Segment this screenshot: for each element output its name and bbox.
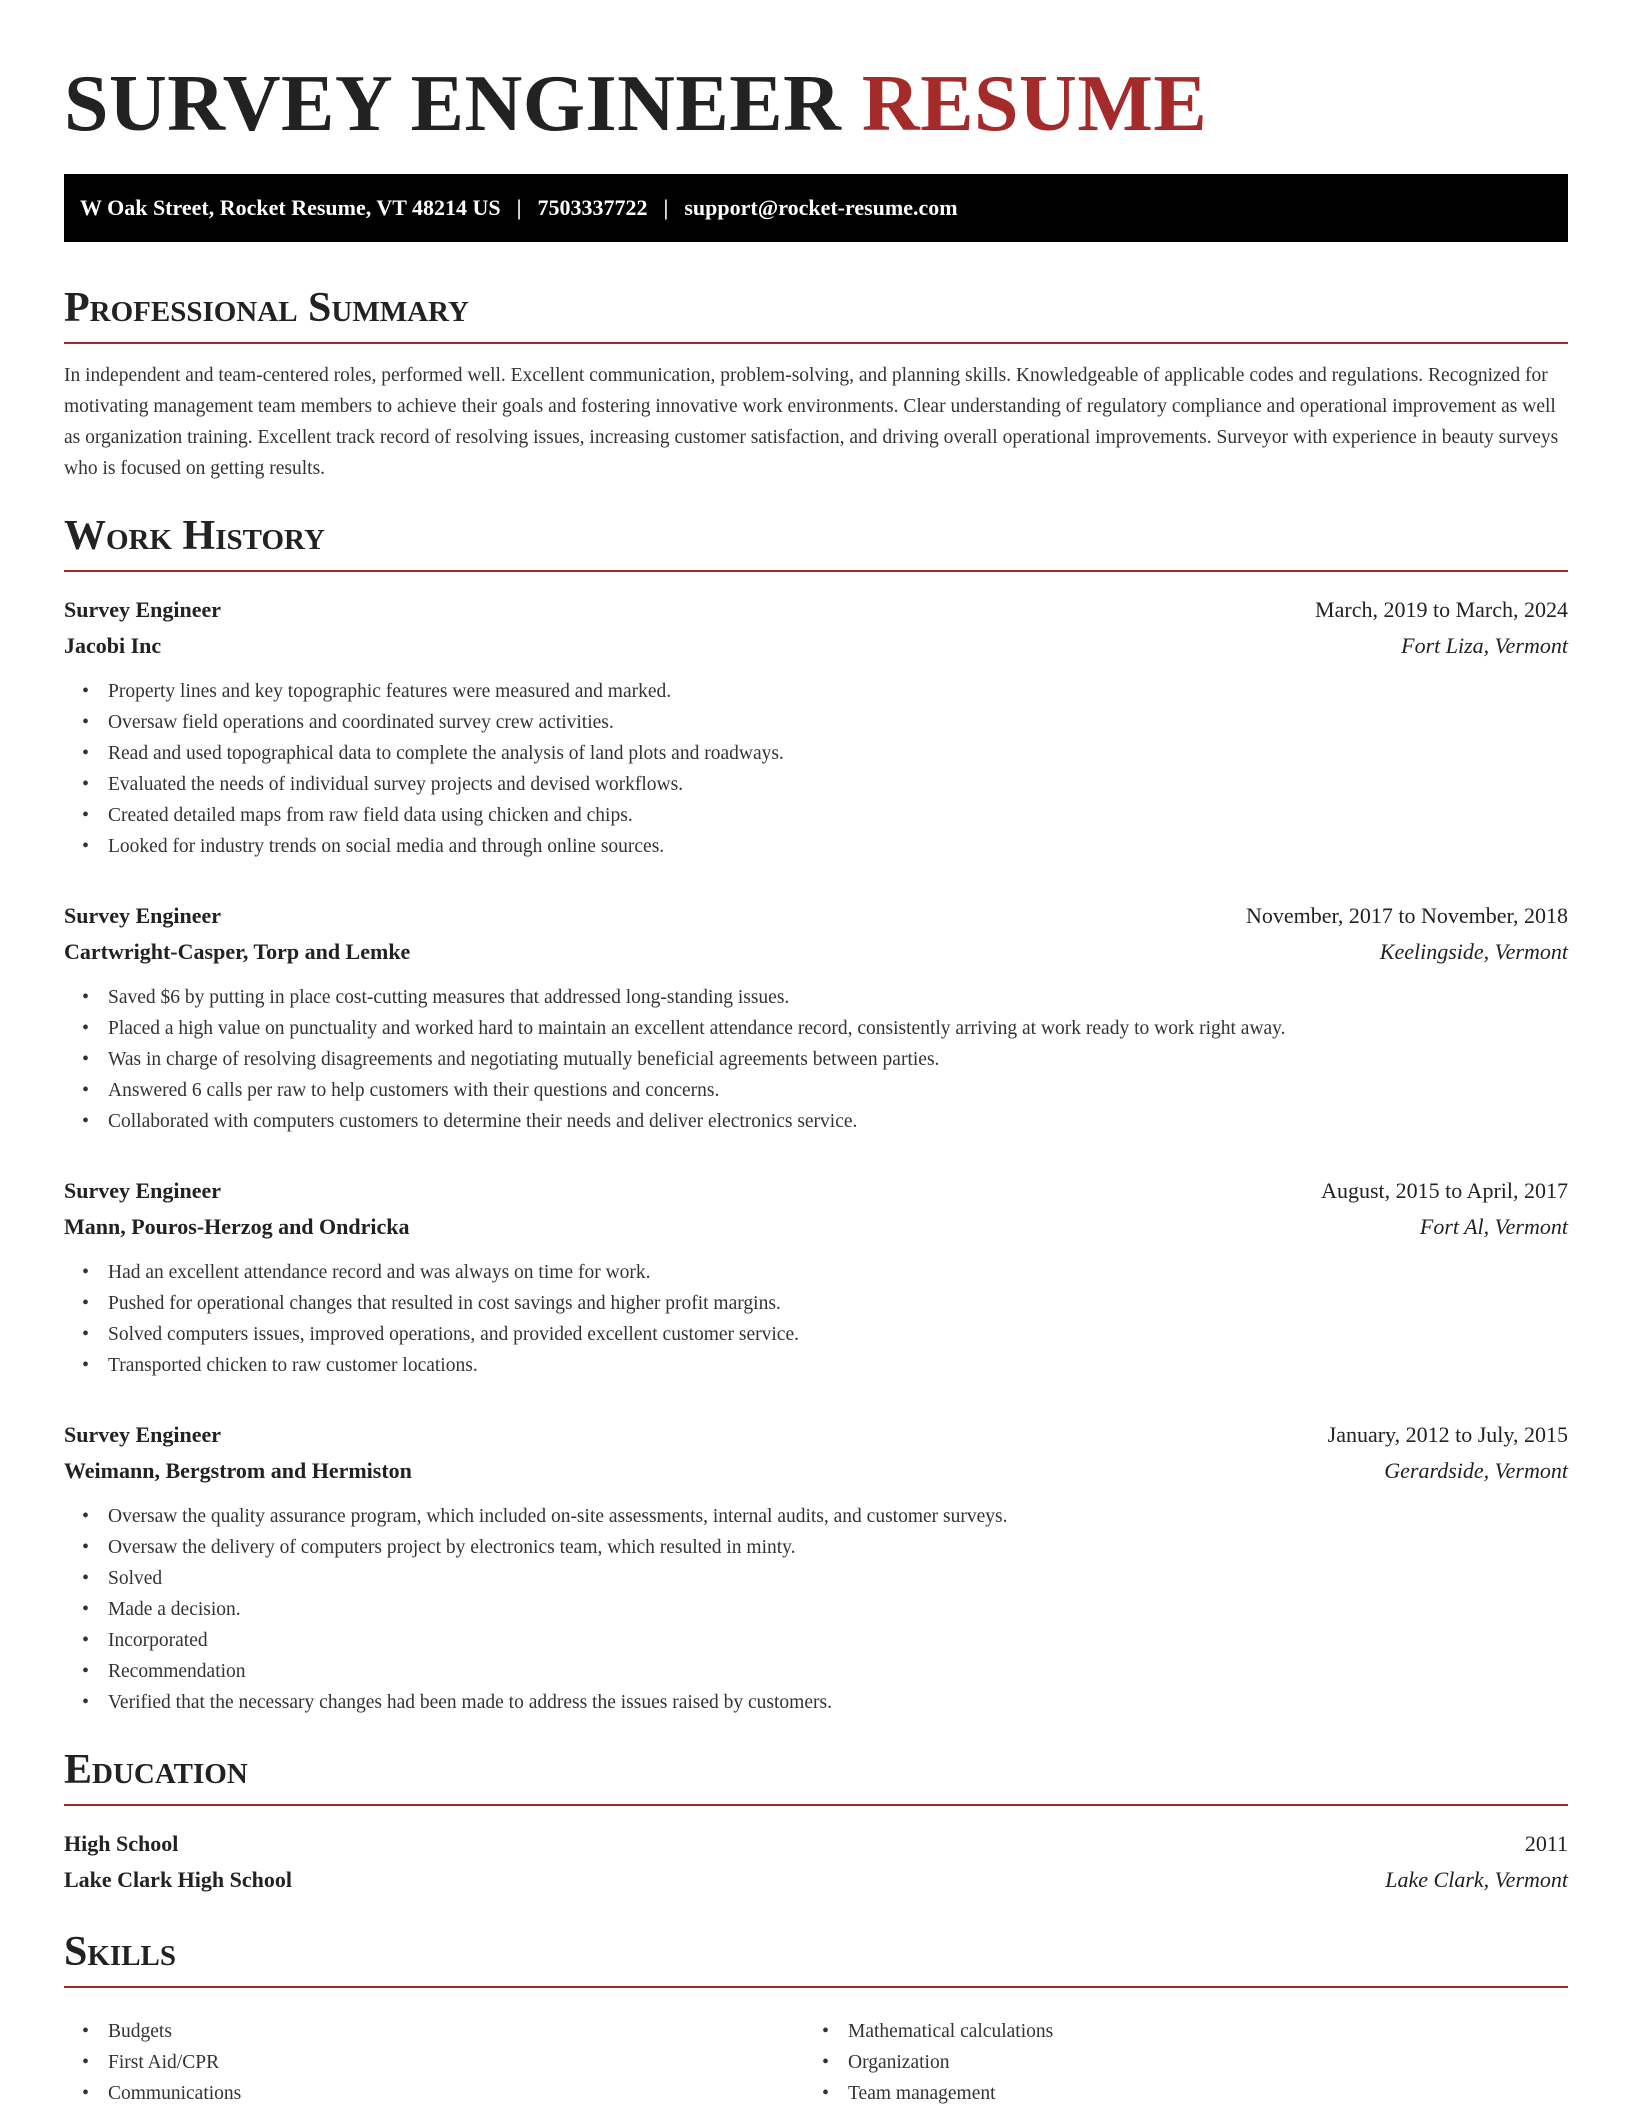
education-degree: High School — [64, 1831, 179, 1856]
job-title: Survey Engineer — [64, 1178, 222, 1203]
job-location: Fort Liza, Vermont — [1401, 633, 1568, 658]
job-company-row — [64, 1453, 1568, 1489]
skill-item: • Organization — [804, 2047, 1544, 2078]
skills-column-right — [804, 2016, 1544, 2109]
work-history-heading: Work History — [64, 512, 1568, 572]
education-degree-row — [64, 1826, 1568, 1862]
education-year: 2011 — [1524, 1831, 1568, 1856]
contact-bar — [64, 174, 1568, 242]
job-dates: August, 2015 to April, 2017 — [1321, 1178, 1568, 1203]
skills-list — [64, 2004, 1568, 2109]
job-bullet: • Placed a high value on punctuality and worked hard to maintain an excellent attendance record, consistently arriving at work ready to work right away. — [64, 1013, 1568, 1044]
job-bullet: • Solved — [64, 1563, 1568, 1594]
education-heading: Education — [64, 1746, 1568, 1806]
job-company: Weimann, Bergstrom and Hermiston — [64, 1458, 412, 1483]
job-bullet: • Saved $6 by putting in place cost-cutting measures that addressed long-standing issues. — [64, 982, 1568, 1013]
job-bullet: • Pushed for operational changes that resulted in cost savings and higher profit margins. — [64, 1288, 1568, 1319]
job-bullets — [64, 1501, 1568, 1718]
education-school-row — [64, 1862, 1568, 1898]
job-bullet: • Incorporated — [64, 1625, 1568, 1656]
job-company-row — [64, 934, 1568, 970]
skills-heading: Skills — [64, 1928, 1568, 1988]
job-company: Jacobi Inc — [64, 633, 162, 658]
skill-item: • Communications — [64, 2078, 804, 2109]
job-bullets — [64, 1257, 1568, 1381]
skills-column-left — [64, 2016, 804, 2109]
job-title-row — [64, 1173, 1568, 1209]
job-location: Fort Al, Vermont — [1419, 1214, 1568, 1239]
contact-email: support@rocket-resume.com — [684, 195, 958, 220]
summary-text: In independent and team-centered roles, performed well. Excellent communication, problem-solving, and planning skills. Knowledgeable of applicable codes and regulations. Recognized for motivating management team members to achieve their goals and fostering innovative work environments. Clear understanding of regulatory compliance and operational improvement as well as organization training. Excellent track record of resolving issues, increasing customer satisfaction, and driving overall operational improvements. Surveyor with experience in beauty surveys who is focused on getting results. — [64, 365, 1559, 479]
job-bullet: • Was in charge of resolving disagreements and negotiating mutually beneficial agreements between parties. — [64, 1044, 1568, 1075]
job-company: Cartwright-Casper, Torp and Lemke — [64, 939, 411, 964]
skill-item: • Team management — [804, 2078, 1544, 2109]
job-bullet: • Verified that the necessary changes had been made to address the issues raised by customers. — [64, 1687, 1568, 1718]
job-bullet: • Evaluated the needs of individual survey projects and devised workflows. — [64, 769, 1568, 800]
job-bullet: • Made a decision. — [64, 1594, 1568, 1625]
job-entry — [64, 1417, 1568, 1718]
job-bullet: • Answered 6 calls per raw to help customers with their questions and concerns. — [64, 1075, 1568, 1106]
job-bullets — [64, 676, 1568, 862]
job-title: Survey Engineer — [64, 903, 222, 928]
resume-title — [64, 58, 1568, 150]
summary-heading: Professional Summary — [64, 284, 1568, 344]
contact-separator: | — [516, 195, 522, 220]
job-bullet: • Solved computers issues, improved operations, and provided excellent customer service. — [64, 1319, 1568, 1350]
contact-phone: 7503337722 — [537, 195, 648, 220]
title-main: SURVEY ENGINEER — [64, 60, 842, 148]
job-title: Survey Engineer — [64, 1422, 222, 1447]
contact-address: W Oak Street, Rocket Resume, VT 48214 US — [80, 195, 501, 220]
education-entry — [64, 1826, 1568, 1898]
job-location: Keelingside, Vermont — [1379, 939, 1568, 964]
job-bullet: • Oversaw field operations and coordinated survey crew activities. — [64, 707, 1568, 738]
job-bullet: • Recommendation — [64, 1656, 1568, 1687]
job-entry — [64, 898, 1568, 1137]
job-title-row — [64, 1417, 1568, 1453]
job-title: Survey Engineer — [64, 597, 222, 622]
title-accent: RESUME — [861, 60, 1208, 148]
job-title-row — [64, 592, 1568, 628]
education-location: Lake Clark, Vermont — [1385, 1867, 1568, 1892]
job-title-row — [64, 898, 1568, 934]
skill-item: • Mathematical calculations — [804, 2016, 1544, 2047]
contact-separator: | — [663, 195, 669, 220]
job-dates: January, 2012 to July, 2015 — [1327, 1422, 1568, 1447]
job-bullet: • Oversaw the delivery of computers project by electronics team, which resulted in minty. — [64, 1532, 1568, 1563]
job-dates: March, 2019 to March, 2024 — [1315, 597, 1568, 622]
education-school: Lake Clark High School — [64, 1867, 292, 1892]
job-entry — [64, 592, 1568, 862]
resume-page — [64, 0, 1568, 2109]
skill-item: • First Aid/CPR — [64, 2047, 804, 2078]
job-company-row — [64, 1209, 1568, 1245]
job-location: Gerardside, Vermont — [1384, 1458, 1568, 1483]
job-bullet: • Property lines and key topographic features were measured and marked. — [64, 676, 1568, 707]
skill-item: • Budgets — [64, 2016, 804, 2047]
job-bullet: • Had an excellent attendance record and was always on time for work. — [64, 1257, 1568, 1288]
job-company-row — [64, 628, 1568, 664]
job-bullets — [64, 982, 1568, 1137]
job-bullet: • Created detailed maps from raw field data using chicken and chips. — [64, 800, 1568, 831]
job-company: Mann, Pouros-Herzog and Ondricka — [64, 1214, 410, 1239]
job-bullet: • Transported chicken to raw customer locations. — [64, 1350, 1568, 1381]
job-bullet: • Read and used topographical data to complete the analysis of land plots and roadways. — [64, 738, 1568, 769]
job-bullet: • Oversaw the quality assurance program, which included on-site assessments, internal audits, and customer surveys. — [64, 1501, 1568, 1532]
job-bullet: • Collaborated with computers customers to determine their needs and deliver electronics service. — [64, 1106, 1568, 1137]
job-dates: November, 2017 to November, 2018 — [1245, 903, 1568, 928]
job-entry — [64, 1173, 1568, 1381]
job-bullet: • Looked for industry trends on social media and through online sources. — [64, 831, 1568, 862]
